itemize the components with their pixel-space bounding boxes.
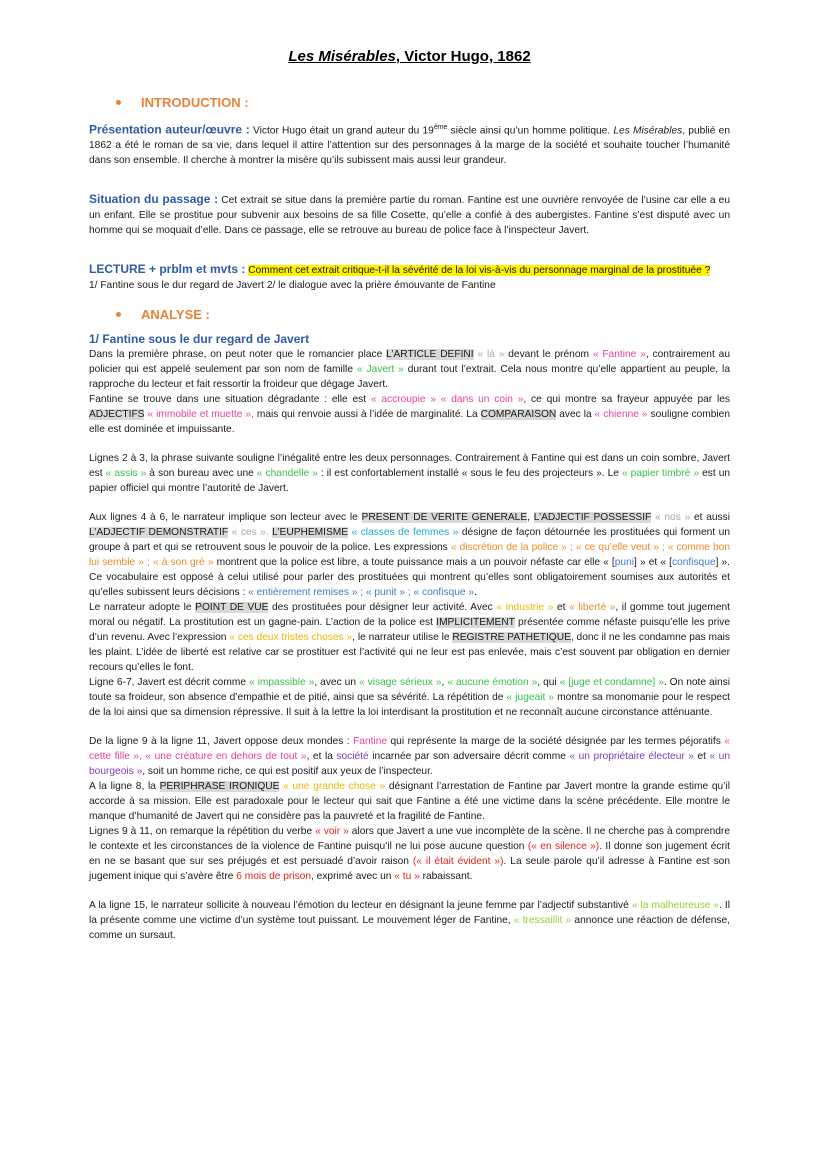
t: « chandelle » bbox=[256, 468, 318, 480]
lecture-paragraph bbox=[89, 262, 730, 278]
t: « visage sérieux » bbox=[358, 677, 442, 689]
t: . On note ainsi toute sa froideur, son absence d’empathie et de pitié, ainsi que sa sévérité. La répétition de bbox=[89, 677, 730, 704]
section-1-title: 1/ Fantine sous le dur regard de Javert bbox=[89, 332, 310, 347]
t: et bbox=[553, 602, 570, 614]
t: « ces ». bbox=[228, 527, 269, 539]
t: « tu » bbox=[394, 871, 420, 883]
t: « accroupie » « dans un coin » bbox=[370, 394, 524, 406]
t: , le narrateur utilise le bbox=[352, 632, 453, 644]
analysis-paragraph-7 bbox=[89, 734, 730, 779]
document-title bbox=[89, 48, 730, 65]
t: montre sa monomanie pour le respect de la loi ainsi que sa dimension répressive. Il suit à la lettre la loi interdisant la prostitution et ne reconnaît aucune circonstance atténuante. bbox=[89, 692, 731, 719]
t: et bbox=[693, 751, 710, 763]
t: , ce qui montre sa frayeur appuyée par les bbox=[523, 394, 730, 406]
t: « discrétion de la police » ; « ce qu’elle veut » ; « comme bon lui semble » ; « à son gré » bbox=[89, 542, 730, 569]
t: « assis » bbox=[105, 468, 147, 480]
t: « industrie » bbox=[496, 602, 554, 614]
t: « classes de femmes » bbox=[348, 527, 459, 539]
t: désigne de façon détournée les prostituées qui forment un groupe à part et qui se retrouvent sous le pouvoir de la police. Les expressions bbox=[89, 527, 731, 554]
lecture-question: Comment cet extrait critique-t-il la sévérité de la loi vis-à-vis du personnage marginal de la prostituée ? bbox=[248, 265, 711, 277]
t: rabaissant. bbox=[419, 871, 473, 883]
t: puni bbox=[614, 557, 635, 569]
presentation-label: Présentation auteur/œuvre : bbox=[89, 122, 250, 137]
t: : il est confortablement installé « sous le feu des projecteurs ». Le bbox=[317, 468, 622, 480]
t: « papier timbré » bbox=[621, 468, 700, 480]
t: POINT DE VUE bbox=[195, 602, 269, 614]
t: REGISTRE PATHETIQUE bbox=[452, 632, 571, 644]
t: « liberté » bbox=[569, 602, 616, 614]
t: « cette fille », « une créature en dehors de tout » bbox=[89, 736, 730, 763]
t: durant tout l’extrait. Cela nous montre qu’elle appartient au peuple, la rapproche du lecteur et fait ressortir la froideur que dégage Javert. bbox=[89, 364, 730, 391]
superscript: ème bbox=[433, 124, 448, 131]
situation-label: Situation du passage : bbox=[89, 192, 219, 207]
t: , il gomme tout jugement moral ou négatif. La prostitution est un gagne-pain. L’action de la police est bbox=[89, 602, 730, 629]
t: PERIPHRASE IRONIQUE bbox=[159, 781, 280, 793]
analysis-paragraph-9 bbox=[89, 824, 730, 884]
t: L’ADJECTIF DEMONSTRATIF bbox=[89, 527, 229, 539]
t: Ligne 6-7, Javert est décrit comme bbox=[89, 677, 249, 689]
t: « Fantine » bbox=[592, 349, 646, 361]
t: PRESENT DE VERITE GENERALE bbox=[361, 512, 528, 524]
t: Le narrateur adopte le bbox=[89, 602, 196, 614]
t: Dans la première phrase, on peut noter que le romancier place bbox=[89, 349, 387, 361]
t: Fantine bbox=[353, 736, 388, 748]
t: L’ADJECTIF POSSESSIF bbox=[533, 512, 652, 524]
t: , bbox=[527, 512, 534, 524]
t: L’EUPHEMISME bbox=[272, 527, 349, 539]
t: 6 mois de prison bbox=[236, 871, 311, 883]
analysis-paragraph-2 bbox=[89, 392, 730, 437]
title-rest: , Victor Hugo, 1862 bbox=[395, 48, 531, 65]
t: (« il était évident ») bbox=[412, 856, 504, 868]
t: ] » et « [ bbox=[634, 557, 672, 569]
lecture-label: LECTURE + prblm et mvts : bbox=[89, 262, 246, 277]
t: (« en silence ») bbox=[527, 841, 600, 853]
analysis-paragraph-6 bbox=[89, 675, 730, 720]
intro-heading-text: INTRODUCTION : bbox=[141, 95, 249, 110]
t: ADJECTIFS bbox=[89, 409, 145, 421]
t: . La seule parole qu’il adresse à Fantine est son jugement inique qui s’avère être bbox=[89, 856, 730, 883]
analysis-paragraph-10 bbox=[89, 898, 730, 943]
t: « immobile et muette », bbox=[144, 409, 254, 421]
lecture-plan: 1/ Fantine sous le dur regard de Javert 2/ le dialogue avec la prière émouvante de Fantine bbox=[89, 280, 496, 292]
t: « entièrement remises » ; « punit » ; « confisque » bbox=[248, 587, 475, 599]
intro-heading bbox=[116, 95, 730, 110]
bullet-icon bbox=[116, 100, 121, 105]
t: devant le prénom bbox=[508, 349, 593, 361]
t: A la ligne 8, la bbox=[89, 781, 160, 793]
t: montrent que la police est libre, a toute puissance mais a un pouvoir néfaste car elle « [ bbox=[213, 557, 615, 569]
t: « [juge et condamne] » bbox=[559, 677, 664, 689]
t: à son bureau avec une bbox=[146, 468, 257, 480]
t: est un papier officiel qui montre l’autorité de Javert. bbox=[89, 468, 731, 495]
bullet-icon bbox=[116, 312, 121, 317]
t: ] ». Ce vocabulaire est opposé à celui utilisé pour parler des prostituées qui montrent qu’elles sont obligatoirement soumises aux autorités et qu’elles subissent leurs décisions : bbox=[89, 557, 730, 599]
t: incarnée par son adversaire décrit comme bbox=[368, 751, 570, 763]
t: « chienne » bbox=[594, 409, 648, 421]
t: mais qui renvoie aussi à l’idée de marginalité. La bbox=[253, 409, 481, 421]
t: désignant l’arrestation de Fantine par Javert montre la grande estime qu’il accorde à sa mission. Elle est paradoxale pour le lecteur qui sait que Fantine a été une victime dans la scène précédente. Elle montre le manque d’humanité de Javert qui ne considère pas la pauvreté et la fragilité de Fantine. bbox=[89, 781, 731, 823]
t: avec la bbox=[556, 409, 595, 421]
presentation-paragraph bbox=[89, 120, 730, 168]
t: « jugeait » bbox=[506, 692, 555, 704]
analysis-paragraph-4 bbox=[89, 510, 730, 600]
text-run: siècle ainsi qu’un homme politique. bbox=[447, 125, 614, 137]
t: alors que Javert a une vue incomplète de la scène. Il ne cherche pas à comprendre le contexte et les circonstances de la violence de Fantine puisqu’il ne lui pose aucune question bbox=[89, 826, 730, 853]
analysis-paragraph-5 bbox=[89, 600, 730, 675]
situation-paragraph bbox=[89, 192, 730, 238]
t: , donc il ne les condamne pas mais les plaint. L’idée de liberté est relative car se prostituer est l’activité qui ne leur est pas enlevée, mais c’est souvent par obligation en dernier recours qu’elles le font. bbox=[89, 632, 731, 674]
t: Aux lignes 4 à 6, le narrateur implique son lecteur avec le bbox=[89, 512, 362, 524]
text-run: Cet extrait se situe dans la première partie du roman. Fantine est une ouvrière renvoyée de l’usine car elle a eu un enfant. Elle se prostitue pour subvenir aux besoins de sa fille Cosette, qu’elle a confié à des aubergistes. Fantine s’est disputé avec un homme qui se moquait d’elle. Dans ce passage, elle se retrouve au bureau de police face à l’inspecteur Javert. bbox=[89, 195, 731, 237]
t: « impassible » bbox=[248, 677, 315, 689]
t: confisque bbox=[671, 557, 716, 569]
analysis-paragraph-3 bbox=[89, 451, 730, 496]
t: annonce une réaction de défense, comme un sursaut. bbox=[89, 915, 730, 942]
t: De la ligne 9 à la ligne 11, Javert oppose deux mondes : bbox=[89, 736, 354, 748]
t: des prostituées pour désigner leur activité. Avec bbox=[268, 602, 497, 614]
t: société bbox=[336, 751, 369, 763]
t: « voir » bbox=[315, 826, 349, 838]
t: « un propriétaire électeur » bbox=[569, 751, 694, 763]
t: , soit un homme riche, ce qui est positif aux yeux de l’inspecteur. bbox=[142, 766, 433, 778]
t: L’ARTICLE DEFINI bbox=[386, 349, 474, 361]
t: « aucune émotion » bbox=[447, 677, 538, 689]
t: « une grande chose » bbox=[279, 781, 386, 793]
t: COMPARAISON bbox=[480, 409, 557, 421]
title-italic: Les Misérables bbox=[288, 48, 396, 65]
t: , et la bbox=[306, 751, 337, 763]
t: , exprimé avec un bbox=[311, 871, 395, 883]
t: « là » bbox=[473, 349, 509, 361]
t: « ces deux tristes choses » bbox=[229, 632, 353, 644]
t: , contrairement au policier qui est appelé seulement par son nom de famille bbox=[89, 349, 730, 376]
t: présentée comme néfaste puisqu’elle les prive d’un revenu. Avec l’expression bbox=[89, 617, 730, 644]
t: , bbox=[441, 677, 448, 689]
t: « Javert » bbox=[356, 364, 404, 376]
analysis-paragraph-8 bbox=[89, 779, 730, 824]
text-run: Victor Hugo était un grand auteur du 19 bbox=[249, 125, 434, 137]
t: . Il la présente comme une victime d’un système tout puissant. Le mouvement léger de Fantine, bbox=[89, 900, 730, 927]
t: et aussi bbox=[690, 512, 730, 524]
text-run: , publié en 1862 a été le roman de sa vie, dans lequel il attire l’attention sur des personnages à la marge de la société et souhaite toucher l’humanité dans son ensemble. Il cherche à montrer la misère qu’ils subissent mais aussi leur grandeur. bbox=[89, 125, 731, 167]
t: . bbox=[474, 587, 477, 599]
t: Lignes 9 à 11, on remarque la répétition du verbe bbox=[89, 826, 316, 838]
t: « la malheureuse » bbox=[631, 900, 720, 912]
t: « un bourgeois » bbox=[89, 751, 731, 778]
analyse-heading bbox=[116, 307, 730, 322]
t: souligne combien elle est dominée et impuissante. bbox=[89, 409, 730, 436]
t: . Il donne son jugement écrit en ne se basant que sur ses préjugés et est persuadé d’avoir raison bbox=[89, 841, 730, 868]
t: « tressaillit » bbox=[513, 915, 572, 927]
t: Fantine se trouve dans une situation dégradante : elle est bbox=[89, 394, 371, 406]
book-title-italic: Les Misérables bbox=[613, 125, 683, 137]
t: IMPLICITEMENT bbox=[436, 617, 515, 629]
analysis-paragraph-1 bbox=[89, 347, 730, 392]
t: « nos » bbox=[651, 512, 691, 524]
analyse-heading-text: ANALYSE : bbox=[141, 307, 210, 323]
t: Lignes 2 à 3, la phrase suivante souligne l’inégalité entre les deux personnages. Contrairement à Fantine qui est dans un coin sombre, Javert est bbox=[89, 453, 730, 480]
t: qui représente la marge de la société désignée par les termes péjoratifs bbox=[387, 736, 725, 748]
t: , qui bbox=[537, 677, 560, 689]
t: , avec un bbox=[314, 677, 359, 689]
t: A la ligne 15, le narrateur sollicite à nouveau l’émotion du lecteur en désignant la jeune femme par l’adjectif substantivé bbox=[89, 900, 632, 912]
